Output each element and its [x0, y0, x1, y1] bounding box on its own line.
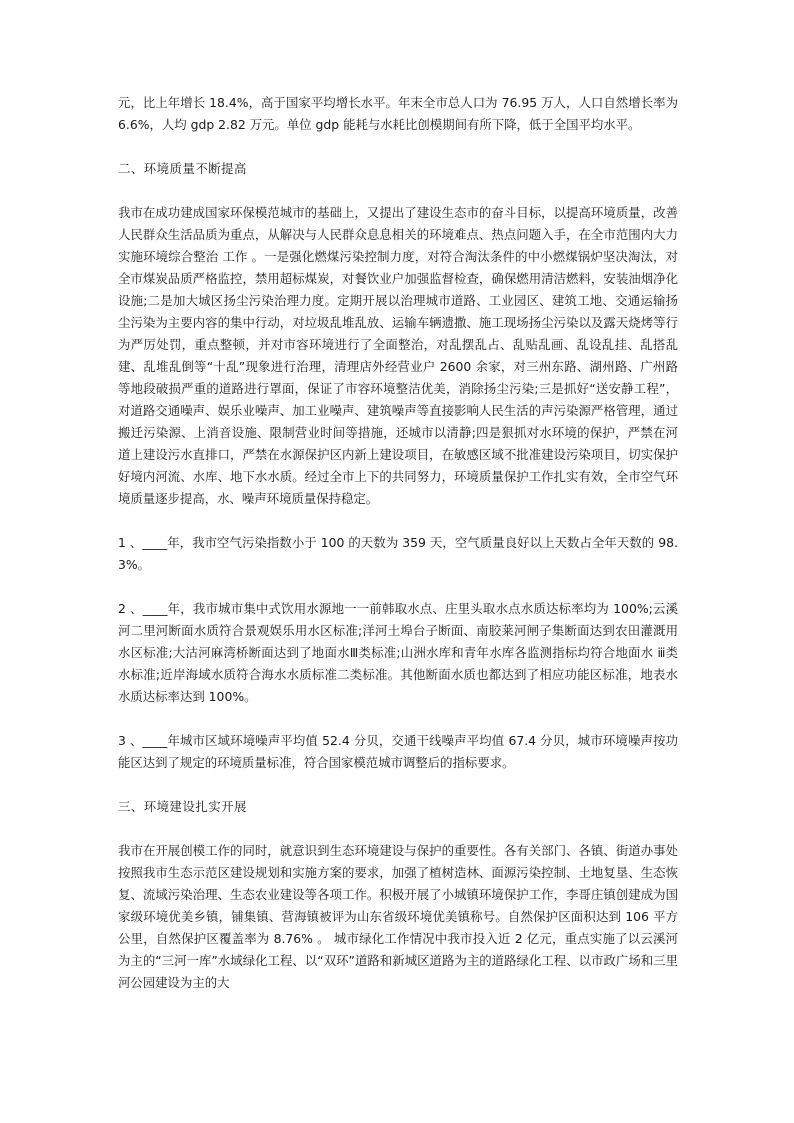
list-item-air-quality: 1 、____年，我市空气污染指数小于 100 的天数为 359 天，空气质量良好以上天数占全年天数的 98.3%。: [118, 535, 678, 572]
section-heading-environment-construction: 三、环境建设扎实开展: [118, 799, 247, 814]
paragraph-environment-measures: 我市在成功建成国家环保模范城市的基础上，又提出了建设生态市的奋斗目标，以提高环境质量，改善人民群众生活品质为重点，从解决与人民群众息息相关的环境难点、热点问题入手，在全市范围内大力实施环境综合整治 工作 。一是强化燃煤污染控制力度，对符合淘汰条件的中小燃煤锅炉坚决淘汰，对全市煤炭品质严格监控，禁用超标煤炭，对餐饮业户加强监督检查，确保燃用清洁燃料，安装油烟净化设施;二是加大城区扬尘污染治理力度。定期开展以治理城市道路、工业园区、建筑工地、交通运输扬尘污染为主要内容的集中行动，对垃圾乱堆乱放、运输车辆遗撒、施工现场扬尘污染以及露天烧烤等行为严厉处罚，重点整顿，并对市容环境进行了全面整治，对乱摆乱占、乱贴乱画、乱设乱挂、乱搭乱建、乱堆乱倒等“十乱”现象进行治理，清理店外经营业户 2600 余家，对三州东路、湖州路、广州路等地段破损严重的道路进行罩面，保证了市容环境整洁优美，消除扬尘污染;三是抓好“送安静工程”，对道路交通噪声、娱乐业噪声、加工业噪声、建筑噪声等直接影响人民生活的声污染源严格管理，通过搬迁污染源、上消音设施、限制营业时间等措施，还城市以清静;四是狠抓对水环境的保护，严禁在河道上建设污水直排口，严禁在水源保护区内新上建设项目，在敏感区域不批准建设污染项目，切实保护好境内河流、水库、地下水水质。经过全市上下的共同努力，环境质量保护工作扎实有效，全市空气环境质量逐步提高，水、噪声环境质量保持稳定。: [118, 205, 678, 506]
list-item-water-quality: 2 、____年，我市城市集中式饮用水源地一一前韩取水点、庄里头取水点水质达标率均为 100%;云溪河二里河断面水质符合景观娱乐用水区标准;洋河土埠台子断面、南胶莱河闸子集断面达到农田灌溉用水区标准;大沽河麻湾桥断面达到了地面水Ⅲ类标准;山洲水库和青年水库各监测指标均符合地面水 ⅲ类水标准;近岸海域水质符合海水水质标准二类标准。其他断面水质也都达到了相应功能区标准，地表水水质达标率达到 100%。: [118, 601, 678, 704]
list-item-noise: 3 、____年城市区域环境噪声平均值 52.4 分贝，交通干线噪声平均值 67.4 分贝，城市环境噪声按功能区达到了规定的环境质量标准，符合国家模范城市调整后的指标要求。: [118, 733, 678, 770]
paragraph-ecology-construction: 我市在开展创模工作的同时，就意识到生态环境建设与保护的重要性。各有关部门、各镇、街道办事处按照我市生态示范区建设规划和实施方案的要求，加强了植树造林、面源污染控制、土地复垦、生态恢复、流域污染治理、生态农业建设等各项工作。积极开展了小城镇环境保护工作，李哥庄镇创建成为国家级环境优美乡镇，铺集镇、营海镇被评为山东省级环境优美镇称号。自然保护区面积达到 106 平方公里，自然保护区覆盖率为 8.76% 。 城市绿化工作情况中我市投入近 2 亿元，重点实施了以云溪河为主的“三河一库”水域绿化工程、以“双环”道路和新城区道路为主的道路绿化工程、以市政广场和三里河公园建设为主的大: [118, 843, 678, 990]
document-page: [118, 92, 678, 994]
section-heading-environment-quality: 二、环境质量不断提高: [118, 161, 247, 176]
paragraph-economy: 元，比上年增长 18.4%，高于国家平均增长水平。年末全市总人口为 76.95 万人，人口自然增长率为 6.6%，人均 gdp 2.82 万元。单位 gdp 能耗与水耗比创模期间有所下降，低于全国平均水平。: [118, 95, 678, 132]
